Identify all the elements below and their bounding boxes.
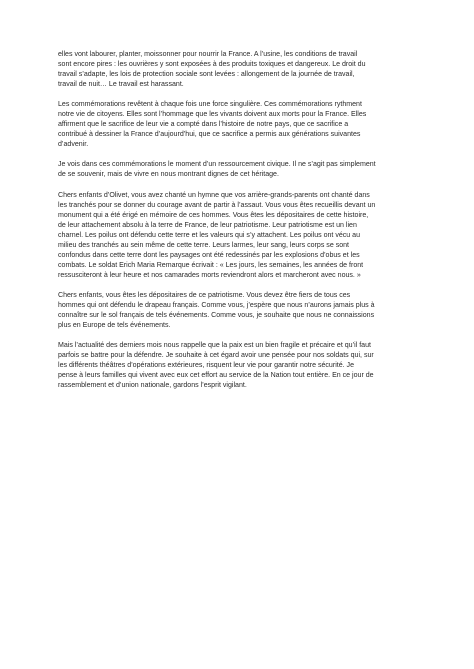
paragraph-1: elles vont labourer, planter, moissonner pour nourrir la France. A l’usine, les conditions de travail sont encore pires : les ouvrières y sont exposées à des produits toxiques et dangereux. Le droit du travail s’adapte, les lois de protection sociale sont levées : allongement de la journée de travail, travail de nuit… Le travail est harassant. bbox=[58, 51, 366, 89]
document-body bbox=[58, 50, 418, 401]
paragraph-2: Les commémorations revêtent à chaque fois une force singulière. Ces commémorations rythment notre vie de citoyens. Elles sont l’hommage que les vivants doivent aux morts pour la France. Elles affirment que le sacrifice de leur vie a compté dans l’histoire de notre pays, que ce sacrifice a contribué à dessiner la France d’aujourd’hui, que ce sacrifice a permis aux générations suivantes d’advenir. bbox=[58, 101, 367, 149]
paragraph-4: Chers enfants d’Olivet, vous avez chanté un hymne que vos arrière-grands-parents ont chanté dans les tranchés pour se donner du courage avant de partir à l’assaut. Vous vous êtes recueillis devant un monument qui a été érigé en mémoire de ces hommes. Vous êtes les dépositaires de cette histoire, de leur attachement absolu à la terre de France, de leur patriotisme. Leur patriotisme est un lien charnel. Les poilus ont défendu cette terre et les valeurs qui s’y attachent. Les poilus ont vécu au milieu des tranchés au sein même de cette terre. Leurs larmes, leur sang, leurs corps se sont confondus dans cette terre dont les paysages ont été redessinés par les explosions d’obus et les combats. Le soldat Erich Maria Remarque écrivait : « Les jours, les semaines, les années de front ressusciteront à leur heure et nos camarades morts reviendront alors et marcheront avec nous. » bbox=[58, 191, 376, 279]
paragraph-5: Chers enfants, vous êtes les dépositaires de ce patriotisme. Vous devez être fiers de tous ces hommes qui ont défendu le drapeau français. Comme vous, j’espère que nous n’aurons jamais plus à connaître sur le sol français de tels événements. Comme vous, je souhaite que nous ne connaissions plus en Europe de tels événements. bbox=[58, 291, 375, 330]
paragraph-3: Je vois dans ces commémorations le moment d’un ressourcement civique. Il ne s’agit pas simplement de se souvenir, mais de vivre en nous montrant dignes de cet héritage. bbox=[58, 161, 376, 179]
paragraph-6: Mais l’actualité des derniers mois nous rappelle que la paix est un bien fragile et précaire et qu’il faut parfois se battre pour la défendre. Je souhaite à cet égard avoir une pensée pour nos soldats qui, sur les différents théâtres d’opérations extérieures, risquent leur vie pour garantir notre sécurité. Je pense à leurs familles qui vivent avec eux cet effort au service de la Nation tout entière. En ce jour de rassemblement et d’union nationale, gardons l’esprit vigilant. bbox=[58, 342, 374, 390]
